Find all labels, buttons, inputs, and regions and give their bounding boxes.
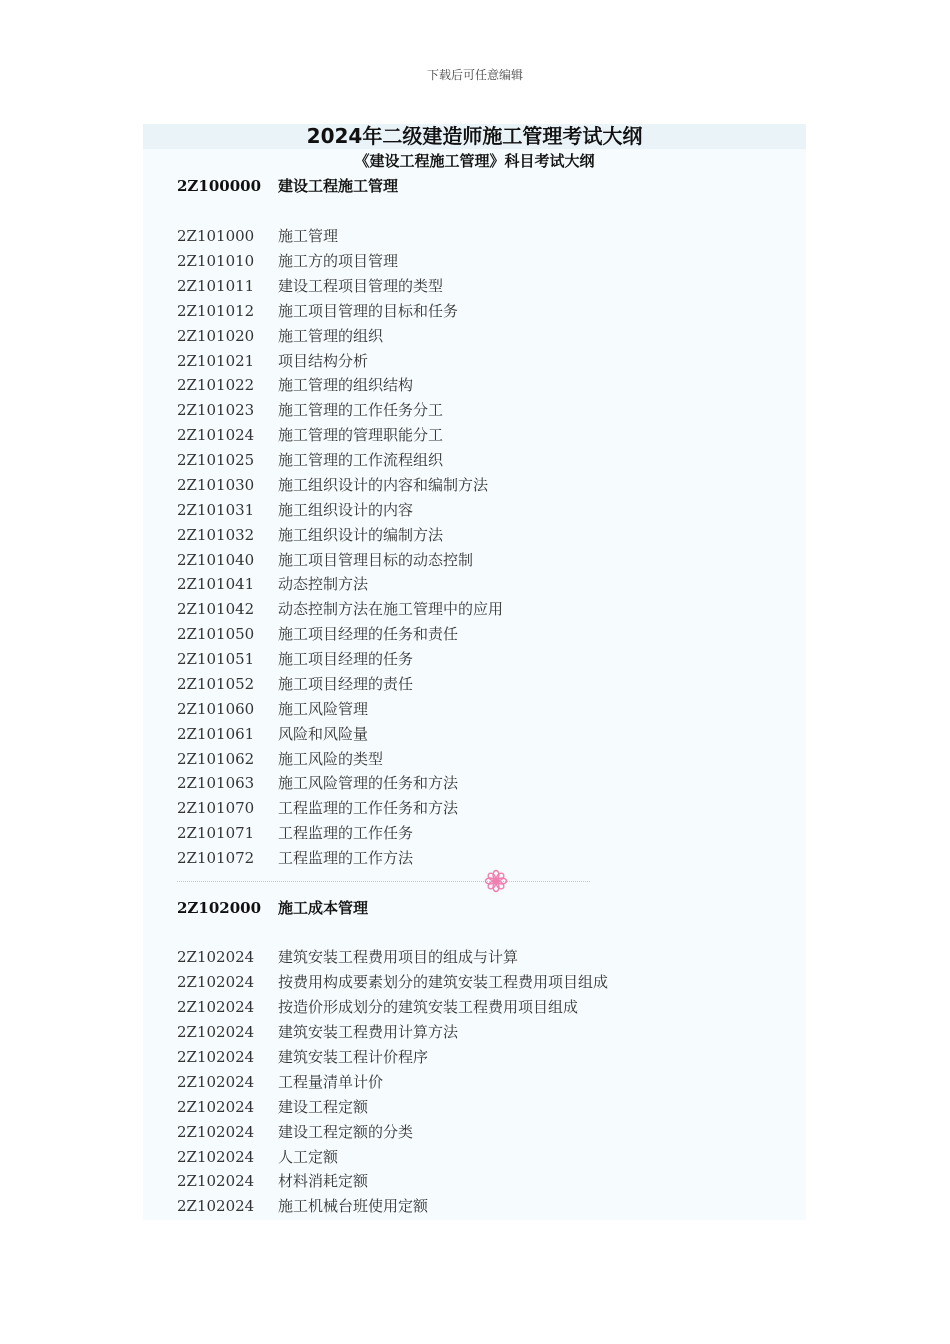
item-code: 2Z101023: [177, 401, 255, 419]
item-code: 2Z101040: [177, 551, 255, 569]
item-code: 2Z102024: [177, 973, 255, 991]
list-item: [177, 971, 608, 993]
item-name: 建设工程定额: [278, 1098, 369, 1116]
section-code: 2Z102000: [177, 899, 262, 917]
list-item: [177, 350, 368, 372]
item-name: 项目结构分析: [278, 352, 369, 370]
item-name: 建筑安装工程费用计算方法: [278, 1023, 459, 1041]
list-item: [177, 250, 398, 272]
item-code: 2Z101010: [177, 252, 255, 270]
item-name: 施工管理的管理职能分工: [278, 426, 444, 444]
item-name: 工程监理的工作方法: [278, 849, 414, 867]
item-code: 2Z102024: [177, 1023, 255, 1041]
list-item: [177, 797, 458, 819]
list-item: [177, 996, 578, 1018]
flower-icon: [484, 869, 508, 893]
list-item: [177, 598, 503, 620]
item-name: 施工管理: [278, 227, 339, 245]
item-code: 2Z101031: [177, 501, 255, 519]
item-name: 按造价形成划分的建筑安装工程费用项目组成: [278, 998, 579, 1016]
item-name: 施工项目管理的目标和任务: [278, 302, 459, 320]
item-name: 施工风险的类型: [278, 750, 384, 768]
list-item: [177, 1071, 383, 1093]
list-item: [177, 772, 458, 794]
list-item: [177, 698, 368, 720]
item-name: 施工管理的组织结构: [278, 376, 414, 394]
header-note: 下载后可任意编辑: [426, 68, 523, 82]
item-name: 施工项目管理目标的动态控制: [278, 551, 474, 569]
item-name: 风险和风险量: [278, 725, 369, 743]
list-item: [177, 325, 383, 347]
list-item: [177, 275, 443, 297]
list-item: [177, 847, 413, 869]
item-name: 施工组织设计的编制方法: [278, 526, 444, 544]
list-item: [177, 499, 413, 521]
list-item: [177, 449, 443, 471]
list-item: [177, 1021, 458, 1043]
item-code: 2Z101060: [177, 700, 255, 718]
item-name: 施工项目经理的任务和责任: [278, 625, 459, 643]
item-code: 2Z102024: [177, 1123, 255, 1141]
section-divider: [177, 881, 590, 882]
item-name: 施工风险管理的任务和方法: [278, 774, 459, 792]
list-item: [177, 399, 443, 421]
section-code: 2Z100000: [177, 177, 262, 195]
list-item: [177, 946, 518, 968]
item-name: 工程监理的工作任务: [278, 824, 414, 842]
item-code: 2Z101050: [177, 625, 255, 643]
section-heading: [177, 175, 398, 197]
item-name: 材料消耗定额: [278, 1172, 369, 1190]
item-name: 建筑安装工程计价程序: [278, 1048, 429, 1066]
item-code: 2Z101042: [177, 600, 255, 618]
item-code: 2Z101052: [177, 675, 255, 693]
item-name: 建筑安装工程费用项目的组成与计算: [278, 948, 519, 966]
list-item: [177, 225, 338, 247]
list-item: [177, 673, 413, 695]
item-code: 2Z102024: [177, 1098, 255, 1116]
item-name: 动态控制方法在施工管理中的应用: [278, 600, 504, 618]
item-code: 2Z101061: [177, 725, 255, 743]
item-code: 2Z102024: [177, 1197, 255, 1215]
list-item: [177, 623, 458, 645]
list-item: [177, 748, 383, 770]
item-name: 施工风险管理: [278, 700, 369, 718]
item-code: 2Z101030: [177, 476, 255, 494]
item-code: 2Z101071: [177, 824, 255, 842]
list-item: [177, 1121, 413, 1143]
item-name: 施工项目经理的责任: [278, 675, 414, 693]
item-name: 动态控制方法: [278, 575, 369, 593]
list-item: [177, 822, 413, 844]
page-title: 2024年二级建造师施工管理考试大纲: [306, 124, 643, 148]
list-item: [177, 474, 488, 496]
item-name: 施工组织设计的内容和编制方法: [278, 476, 489, 494]
item-code: 2Z101024: [177, 426, 255, 444]
item-code: 2Z101020: [177, 327, 255, 345]
item-code: 2Z101063: [177, 774, 255, 792]
item-name: 建设工程项目管理的类型: [278, 277, 444, 295]
item-name: 人工定额: [278, 1148, 339, 1166]
list-item: [177, 524, 443, 546]
section-name: 建设工程施工管理: [278, 177, 399, 195]
list-item: [177, 300, 458, 322]
item-code: 2Z101000: [177, 227, 255, 245]
list-item: [177, 1195, 428, 1217]
item-name: 施工项目经理的任务: [278, 650, 414, 668]
item-name: 施工管理的工作任务分工: [278, 401, 444, 419]
item-code: 2Z101012: [177, 302, 255, 320]
item-code: 2Z101021: [177, 352, 255, 370]
section-name: 施工成本管理: [278, 899, 369, 917]
item-name: 施工组织设计的内容: [278, 501, 414, 519]
item-code: 2Z102024: [177, 1073, 255, 1091]
item-name: 施工机械台班使用定额: [278, 1197, 429, 1215]
item-name: 施工管理的组织: [278, 327, 384, 345]
list-item: [177, 424, 443, 446]
item-code: 2Z102024: [177, 1048, 255, 1066]
list-item: [177, 723, 368, 745]
item-name: 按费用构成要素划分的建筑安装工程费用项目组成: [278, 973, 609, 991]
item-code: 2Z102024: [177, 1148, 255, 1166]
item-code: 2Z101051: [177, 650, 255, 668]
item-code: 2Z101072: [177, 849, 255, 867]
list-item: [177, 1046, 428, 1068]
item-name: 建设工程定额的分类: [278, 1123, 414, 1141]
list-item: [177, 1146, 338, 1168]
list-item: [177, 573, 368, 595]
list-item: [177, 648, 413, 670]
list-item: [177, 1170, 368, 1192]
list-item: [177, 374, 413, 396]
item-code: 2Z101025: [177, 451, 255, 469]
item-code: 2Z102024: [177, 998, 255, 1016]
list-item: [177, 1096, 368, 1118]
item-name: 施工方的项目管理: [278, 252, 399, 270]
item-code: 2Z101022: [177, 376, 255, 394]
item-name: 施工管理的工作流程组织: [278, 451, 444, 469]
item-code: 2Z102024: [177, 948, 255, 966]
list-item: [177, 549, 473, 571]
page-subtitle: 《建设工程施工管理》科目考试大纲: [354, 152, 595, 170]
item-code: 2Z102024: [177, 1172, 255, 1190]
item-code: 2Z101041: [177, 575, 255, 593]
item-name: 工程量清单计价: [278, 1073, 384, 1091]
item-code: 2Z101032: [177, 526, 255, 544]
item-code: 2Z101011: [177, 277, 255, 295]
item-code: 2Z101070: [177, 799, 255, 817]
item-code: 2Z101062: [177, 750, 255, 768]
section-heading: [177, 897, 368, 919]
item-name: 工程监理的工作任务和方法: [278, 799, 459, 817]
